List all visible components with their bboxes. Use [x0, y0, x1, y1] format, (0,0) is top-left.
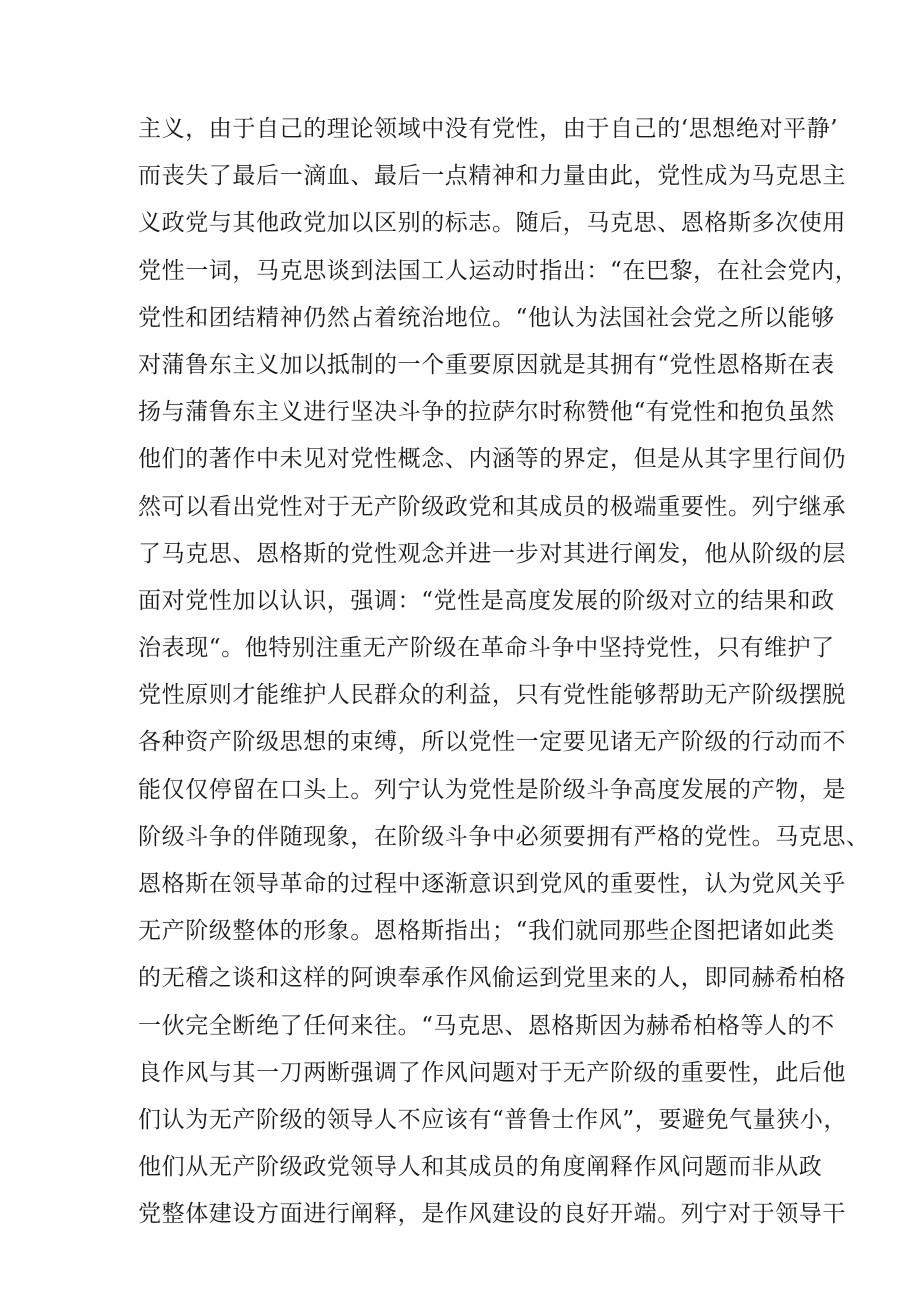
- text-line: 义政党与其他政党加以区别的标志。随后，马克思、恩格斯多次使用: [138, 210, 846, 237]
- text-line: 了马克思、恩格斯的党性观念并进一步对其进行阐发，他从阶级的层: [138, 540, 846, 567]
- text-line: 的无稽之谈和这样的阿谀奉承作风偷运到党里来的人，即同赫希柏格: [138, 965, 846, 992]
- text-line: 党性原则才能维护人民群众的利益，只有党性能够帮助无产阶级摆脱: [138, 682, 846, 709]
- text-line: 党性一词，马克思谈到法国工人运动时指出：“在巴黎，在社会党内，: [138, 257, 859, 284]
- text-line: 各种资产阶级思想的束缚，所以党性一定要见诸无产阶级的行动而不: [138, 729, 846, 756]
- text-line: 治表现“。他特别注重无产阶级在革命斗争中坚持党性，只有维护了: [138, 635, 835, 662]
- text-line: 能仅仅停留在口头上。列宁认为党性是阶级斗争高度发展的产物，是: [138, 776, 846, 803]
- text-line: 他们的著作中未见对党性概念、内涵等的界定，但是从其字里行间仍: [138, 446, 846, 473]
- text-line: 无产阶级整体的形象。恩格斯指出；“我们就同那些企图把诸如此类: [138, 918, 835, 945]
- text-line: 良作风与其一刀两断强调了作风问题对于无产阶级的重要性，此后他: [138, 1059, 846, 1086]
- text-line: 面对党性加以认识，强调：“党性是高度发展的阶级对立的结果和政: [138, 587, 835, 614]
- text-line: 对蒲鲁东主义加以抵制的一个重要原因就是其拥有“党性恩格斯在表: [138, 351, 835, 378]
- text-line: 他们从无产阶级政党领导人和其成员的角度阐释作风问题而非从政: [138, 1154, 823, 1181]
- text-line: 主义，由于自己的理论领域中没有党性，由于自己的‘思想绝对平静’: [138, 116, 839, 142]
- body-text: [138, 106, 870, 1239]
- text-line: 扬与蒲鲁东主义进行坚决斗争的拉萨尔时称赞他“有党性和抱负虽然: [138, 399, 835, 426]
- text-line: 们认为无产阶级的领导人不应该有“普鲁士作风”，要避免气量狭小，: [138, 1106, 848, 1133]
- text-line: 党性和团结精神仍然占着统治地位。“他认为法国社会党之所以能够: [138, 304, 835, 331]
- text-line: 而丧失了最后一滴血、最后一点精神和力量由此，党性成为马克思主: [138, 163, 846, 190]
- text-line: 一伙完全断绝了任何来往。“马克思、恩格斯因为赫希柏格等人的不: [138, 1012, 835, 1039]
- text-line: 然可以看出党性对于无产阶级政党和其成员的极端重要性。列宁继承: [138, 493, 846, 520]
- text-line: 阶级斗争的伴随现象，在阶级斗争中必须要拥有严格的党性。马克思、: [138, 823, 870, 850]
- text-line: 恩格斯在领导革命的过程中逐渐意识到党风的重要性，认为党风关乎: [138, 871, 846, 897]
- text-line: 党整体建设方面进行阐释，是作风建设的良好开端。列宁对于领导干: [138, 1201, 846, 1228]
